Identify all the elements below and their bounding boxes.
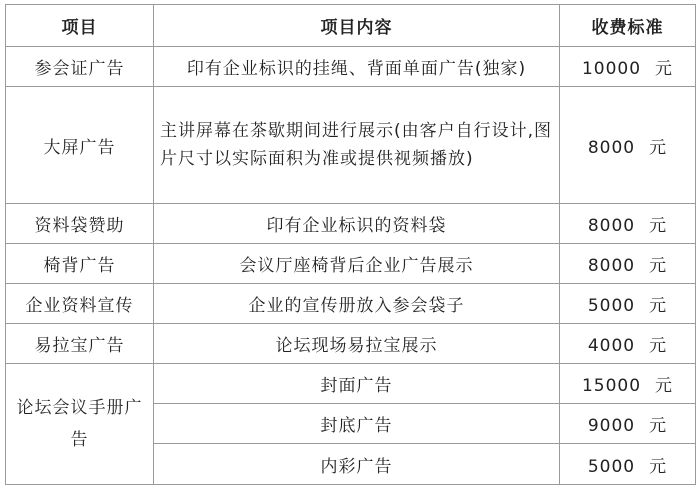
- price-unit: 元: [649, 416, 668, 436]
- price-cell: [560, 324, 696, 364]
- price-cell: [560, 284, 696, 324]
- price-value: 8000: [587, 216, 636, 236]
- price-unit: 元: [649, 137, 668, 158]
- item-cell: 椅背广告: [6, 244, 154, 284]
- price-cell: [560, 244, 696, 284]
- price-value: 10000: [581, 59, 642, 79]
- price-value: 8000: [587, 137, 636, 158]
- price-value: 15000: [581, 376, 642, 396]
- price-unit: 元: [649, 296, 668, 316]
- item-cell: 大屏广告: [6, 87, 154, 204]
- price-value: 9000: [587, 416, 636, 436]
- content-cell: 印有企业标识的资料袋: [154, 204, 560, 244]
- price-unit: 元: [649, 456, 668, 477]
- price-cell: [560, 364, 696, 404]
- header-price: 收费标准: [560, 5, 696, 47]
- item-cell: 资料袋赞助: [6, 204, 154, 244]
- content-cell: 会议厅座椅背后企业广告展示: [154, 244, 560, 284]
- price-cell: [560, 87, 696, 204]
- price-value: 4000: [587, 336, 636, 356]
- table-row: [6, 324, 696, 364]
- content-cell: 企业的宣传册放入参会袋子: [154, 284, 560, 324]
- advertising-price-table: [5, 4, 696, 485]
- header-item: 项目: [6, 5, 154, 47]
- item-cell: 参会证广告: [6, 47, 154, 87]
- item-cell-manual: 论坛会议手册广告: [6, 364, 154, 485]
- price-value: 8000: [587, 256, 636, 276]
- content-cell: 主讲屏幕在茶歇期间进行展示(由客户自行设计,图片尺寸以实际面积为准或提供视频播放): [154, 87, 560, 204]
- table-row: [6, 204, 696, 244]
- price-cell: [560, 204, 696, 244]
- table-row: [6, 87, 696, 204]
- table-row: [6, 47, 696, 87]
- table-row: [6, 244, 696, 284]
- price-value: 5000: [587, 456, 636, 477]
- price-cell: [560, 444, 696, 485]
- header-content: 项目内容: [154, 5, 560, 47]
- table-row: [6, 364, 696, 404]
- price-cell: [560, 47, 696, 87]
- item-cell: 企业资料宣传: [6, 284, 154, 324]
- content-cell: 印有企业标识的挂绳、背面单面广告(独家): [154, 47, 560, 87]
- table-header-row: [6, 5, 696, 47]
- item-cell: 易拉宝广告: [6, 324, 154, 364]
- price-unit: 元: [649, 336, 668, 356]
- content-cell: 封面广告: [154, 364, 560, 404]
- price-unit: 元: [655, 59, 674, 79]
- content-cell: 内彩广告: [154, 444, 560, 485]
- content-cell: 论坛现场易拉宝展示: [154, 324, 560, 364]
- price-unit: 元: [649, 256, 668, 276]
- price-unit: 元: [655, 376, 674, 396]
- price-unit: 元: [649, 216, 668, 236]
- price-cell: [560, 404, 696, 444]
- content-cell: 封底广告: [154, 404, 560, 444]
- table-row: [6, 284, 696, 324]
- price-value: 5000: [587, 296, 636, 316]
